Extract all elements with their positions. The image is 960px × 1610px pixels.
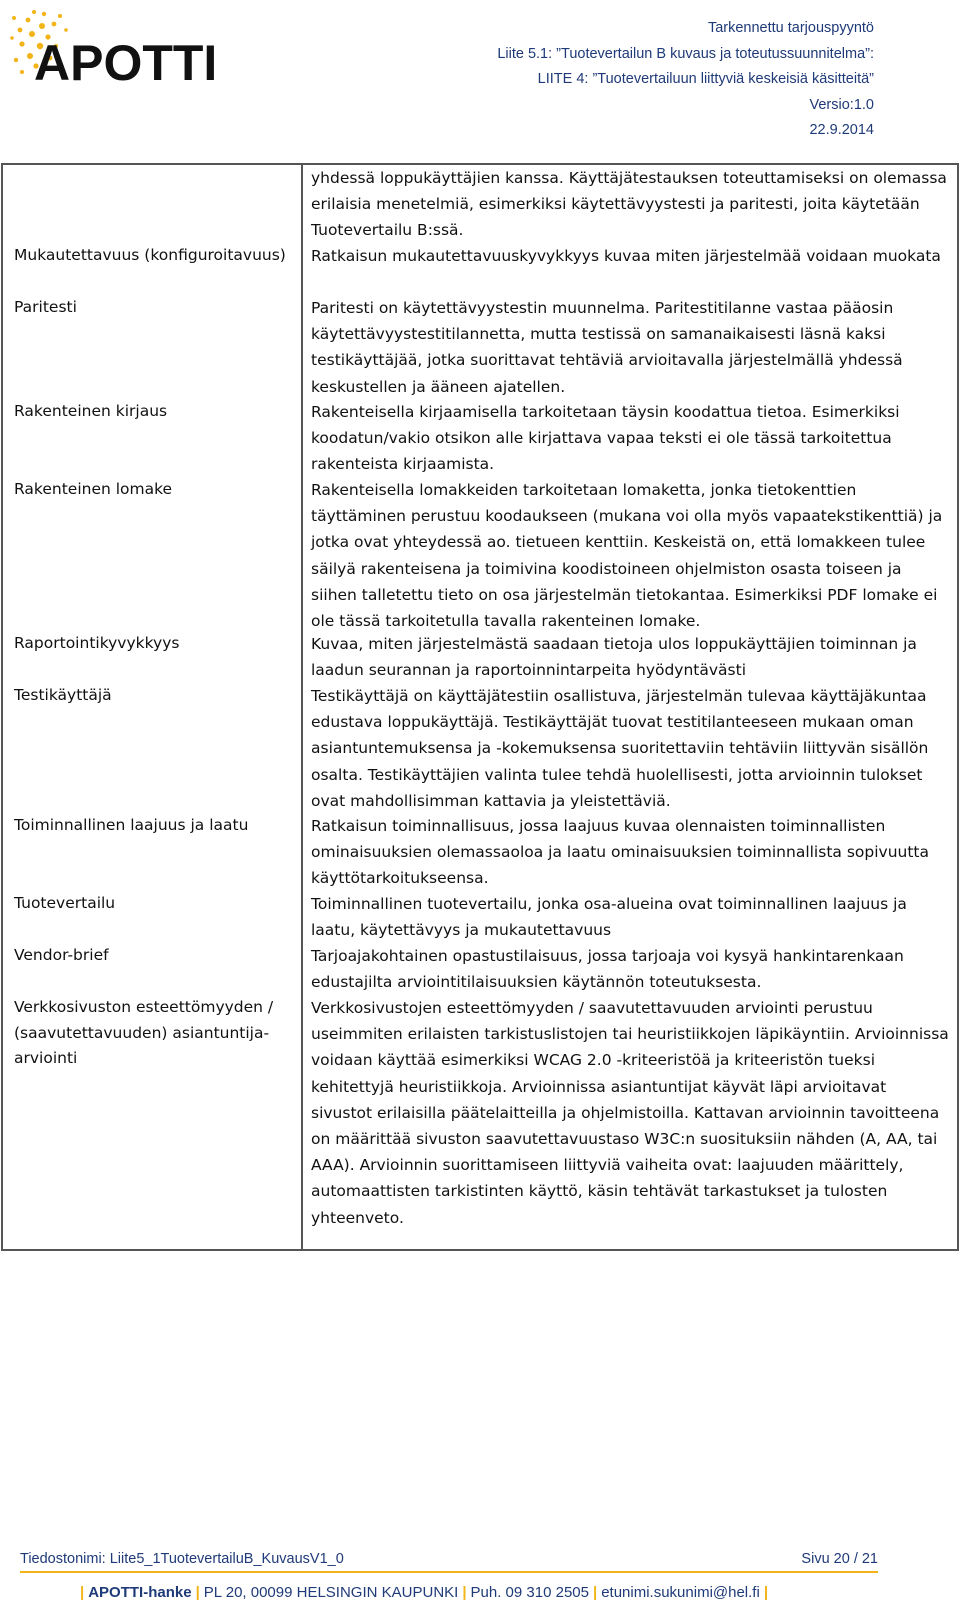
term-tuotevertailu: Tuotevertailu <box>14 894 116 912</box>
glossary-table <box>1 163 959 1251</box>
definition-paritesti: Paritesti on käytettävyystestin muunnelma. Paritestitilanne vastaa pääosin käytettävyystestitilannetta, mutta testissä on samanaikaisesti läsnä kaksi testikäyttäjää, jotka suorittavat tehtäviä arvioitavalla järjestelmällä yhdessä keskustellen ja ääneen ajatellen. <box>311 299 903 396</box>
footer-phone: Puh. 09 310 2505 <box>470 1584 589 1601</box>
separator-bar: | <box>592 1584 598 1601</box>
footer-email[interactable]: etunimi.sukunimi@hel.fi <box>601 1584 760 1601</box>
separator-bar: | <box>195 1584 200 1601</box>
definition-toiminnallinen-laajuus: Ratkaisun toiminnallisuus, jossa laajuus kuvaa olennaisten toiminnallisten ominaisuuksien olemassaoloa ja laatu ominaisuuksien toiminnallista sopivuutta käyttötarkoitukseensa. <box>311 817 929 888</box>
term-paritesti: Paritesti <box>14 298 77 316</box>
logo-text: APOTTI <box>34 35 218 90</box>
document-header <box>497 16 874 144</box>
definition-verkkosivuston-arviointi: Verkkosivustojen esteettömyyden / saavutettavuuden arviointi perustuu useimmiten erilaisten tarkistuslistojen tai heuristiikkojen läpikäyntiin. Arvioinnissa voidaan käyttää esimerkiksi WCAG 2.0 -kriteeristöä ja kriteeristön tueksi kehitettyjä heuristiikkoja. Arvioinnissa asiantuntijat käyvät läpi arvioitavat sivustot erilaisilla päätelaitteilla ja ohjelmistoilla. Kattavan arvioinnin tavoitteena on määrittää sivuston saavutettavuustaso W3C:n suosituksiin nähden (A, AA, tai AAA). Arvioinnin suorittamiseen liittyviä vaiheita ovat: laajuuden määrittely, automaattisten tarkistinten käyttö, käsin tehtävät tarkastukset ja tulosten yhteenveto. <box>311 999 949 1227</box>
definition-continued: yhdessä loppukäyttäjien kanssa. Käyttäjätestauksen toteuttamiseksi on olemassa erilaisia menetelmiä, esimerkiksi käytettävyystesti ja paritesti, joita käytetään Tuotevertailu B:ssä. <box>311 169 947 240</box>
footer-org: APOTTI-hanke <box>88 1584 192 1601</box>
definition-raportointikyvykkyys: Kuvaa, miten järjestelmästä saadaan tietoja ulos loppukäyttäjien toiminnan ja laadun seurannan ja raportoinnintarpeita hyödyntävästi <box>311 635 917 680</box>
column-divider <box>301 165 303 1249</box>
definition-rakenteinen-lomake: Rakenteisella lomakkeiden tarkoitetaan lomaketta, jonka tietokenttien täyttäminen perustuu koodaukseen (mukana voi olla myös vapaatekstikenttiä) ja jotka ovat yhteydessä ao. tietueen kenttiin. Keskeistä on, että lomakkeen tulee säilyä rakenteisena ja toimivina koodistoineen ohjelmiston osasta toiseen ja siihen talletettu tieto on osa järjestelmän tietokantaa. Esimerkiksi PDF lomake ei ole tässä tarkoitetulla tavalla rakenteinen lomake. <box>311 481 943 631</box>
term-toiminnallinen-laajuus: Toiminnallinen laajuus ja laatu <box>14 816 249 834</box>
definition-testikayttaja: Testikäyttäjä on käyttäjätestiin osallistuva, järjestelmän tulevaa käyttäjäkuntaa edustava loppukäyttäjä. Testikäyttäjät tuovat testitilanteeseen mukaan oman asiantuntemuksensa ja -kokemuksensa suoritettaviin tehtäviin liittyvän sisällön osalta. Testikäyttäjien valinta tulee tehdä huolellisesti, jotta arvioinnin tulokset ovat mahdollisimman kattavia ja yleistettäviä. <box>311 687 929 810</box>
term-verkkosivuston-arviointi: Verkkosivuston esteettömyyden / (saavutettavuuden) asiantuntija-arviointi <box>14 998 274 1067</box>
apotti-logo <box>8 4 228 90</box>
definition-vendor-brief: Tarjoajakohtainen opastustilaisuus, jossa tarjoaja voi kysyä hankintarenkaan edustajilta arviointitilaisuuksien käytännön toteutuksesta. <box>311 947 904 992</box>
separator-bar: | <box>462 1584 467 1601</box>
separator-bar: | <box>80 1584 85 1601</box>
sun-logo-icon <box>8 4 228 90</box>
term-rakenteinen-lomake: Rakenteinen lomake <box>14 480 173 498</box>
header-line-attachment: Liite 5.1: ”Tuotevertailun B kuvaus ja toteutussuunnitelma”: <box>497 45 874 62</box>
footer-page-number: Sivu 20 / 21 <box>801 1551 878 1567</box>
header-line-date: 22.9.2014 <box>809 122 874 138</box>
footer-divider <box>20 1571 878 1573</box>
header-line-appendix: LIITE 4: ”Tuotevertailuun liittyviä keskeisiä käsitteitä” <box>537 71 874 87</box>
header-line-version: Versio:1.0 <box>809 96 874 113</box>
term-rakenteinen-kirjaus: Rakenteinen kirjaus <box>14 402 168 420</box>
term-vendor-brief: Vendor-brief <box>14 946 109 964</box>
term-testikayttaja: Testikäyttäjä <box>14 686 112 704</box>
term-mukautettavuus: Mukautettavuus (konfiguroitavuus) <box>14 246 286 264</box>
definition-rakenteinen-kirjaus: Rakenteisella kirjaamisella tarkoitetaan täysin koodattua tietoa. Esimerkiksi koodatun/vakio otsikon alle kirjattava vapaa teksti ei ole tässä tarkoitettua rakenteista kirjaamista. <box>311 403 900 474</box>
footer-address: PL 20, 00099 HELSINGIN KAUPUNKI <box>203 1584 459 1601</box>
term-raportointikyvykkyys: Raportointikyvykkyys <box>14 634 180 652</box>
footer-filename: Tiedostonimi: Liite5_1TuotevertailuB_KuvausV1_0 <box>20 1551 344 1567</box>
header-line-doc-type: Tarkennettu tarjouspyyntö <box>707 20 874 36</box>
footer-contact <box>76 1584 772 1601</box>
definition-mukautettavuus: Ratkaisun mukautettavuuskyvykkyys kuvaa miten järjestelmää voidaan muokata <box>311 247 941 265</box>
definition-tuotevertailu: Toiminnallinen tuotevertailu, jonka osa-alueina ovat toiminnallinen laajuus ja laatu, käytettävyys ja mukautettavuus <box>311 895 907 940</box>
separator-bar: | <box>763 1584 769 1601</box>
